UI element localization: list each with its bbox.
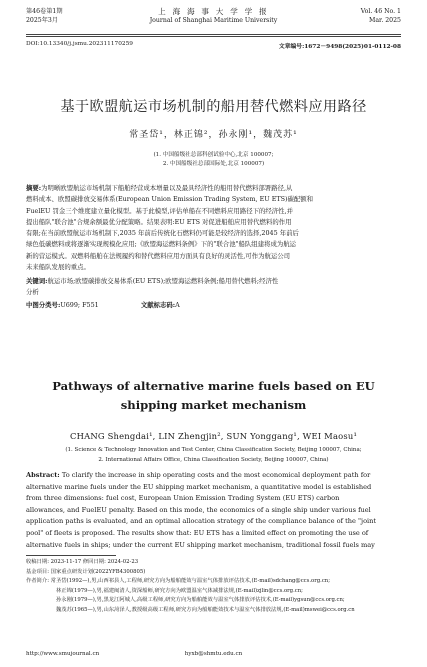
- abstract-en: [26, 470, 401, 551]
- clc-value: U699; F551: [60, 301, 99, 309]
- author-bio: 作者简介: 常圣岱(1992—),男,山西祁县人,工程师,研究方向为船舶能效与温室气体排放评估技术,(E-mail)sdchang@ccs.org.cn;: [26, 578, 330, 584]
- footnotes: [26, 558, 401, 615]
- date-cn: 2025年3月: [26, 16, 59, 24]
- date-en: Mar. 2025: [369, 16, 401, 24]
- abstract-en-line: application paths is evaluated, and an optimal allocation strategy of the compliance balance of the "joint: [26, 517, 377, 526]
- abstract-cn-line: FuelEU 罚金三个维度建立量化模型。基于此模型,评估单船在不同燃料应用路径下的经济性,并: [26, 206, 293, 215]
- keywords-cn-line: 分析: [26, 288, 39, 297]
- abstract-cn-line: 有限;在当前欧盟航运市场机制下,2035 年前后传统化石燃料仍可能是较经济的选择,2045 年前后: [26, 229, 299, 238]
- author-bio: 孙永刚(1979—),男,黑龙江阿城人,高级工程师,研究方向为船舶能效与温室气体排放评估技术,(E-mail)ygsun@ccs.org.cn;: [56, 597, 345, 603]
- abstract-cn-line: 为明晰欧盟航运市场机制下船舶经营成本增量以及最具经济性的船用替代燃料部署路径,从: [41, 184, 293, 192]
- affiliation-en-2: 2. International Affairs Office, China Classification Society, Beijing 100007, China): [98, 457, 329, 463]
- journal-name-cn: 上 海 海 事 大 学 学 报: [158, 7, 269, 16]
- doc-code-label: 文献标志码:: [140, 301, 176, 309]
- author-bio: 林正锦(1979—),男,福建闽清人,资深船师,研究方向为欧盟温室气体减排法规,(E-mail)zjlin@ccs.org.cn;: [56, 587, 303, 594]
- doi: DOI:10.13340/j.jsmu.202311170259: [26, 41, 133, 47]
- authors-cn: 常圣岱¹，林正锦²，孙永刚¹，魏茂苏¹: [129, 130, 298, 140]
- classification-row: [26, 300, 401, 311]
- header-center: [26, 8, 401, 25]
- volume-en: Vol. 46 No. 1: [360, 8, 401, 15]
- abstract-en-label: Abstract:: [26, 471, 60, 479]
- volume-cn: 第46卷第1期: [26, 8, 63, 15]
- abstract-cn: [26, 183, 401, 273]
- abstract-cn-line: 绿色低碳燃料或将逐渐实现规模化应用;《欧盟海运燃料条例》下的"联合池"船队组建将成为航运: [26, 240, 297, 249]
- doi-row: [26, 41, 401, 50]
- keywords-cn-label: 关键词:: [26, 277, 48, 285]
- keywords-cn: [26, 276, 401, 299]
- abstract-cn-line: 新的营运模式。双燃料船舶在法规履约和替代燃料应用方面具有良好的灵活性,可作为航运公司: [26, 251, 291, 260]
- header-right: [361, 8, 401, 25]
- abstract-en-line: from three dimensions: fuel cost, European Union Emission Trading System (EU ETS) carbon: [26, 494, 340, 503]
- header-rule-thin: [26, 36, 401, 37]
- journal-email[interactable]: hyxb@shmtu.edu.cn: [184, 651, 243, 657]
- doc-code-value: A: [175, 301, 180, 309]
- affiliation-en-1: (1. Science & Technology Innovation and Test Center, China Classification Society, Beijing 100007, China;: [65, 447, 362, 453]
- abstract-en-line: pool" of fleets is proposed. The results show that: EU ETS has a limited effect on promoting the use of: [26, 528, 369, 537]
- authors-en: CHANG Shengdai¹, LIN Zhengjin², SUN Yonggang¹, WEI Maosu¹: [69, 431, 358, 441]
- title-en: [0, 377, 427, 415]
- clc-label: 中图分类号:: [26, 301, 61, 309]
- title-en-line: Pathways of alternative marine fuels based on EU: [52, 379, 375, 393]
- abstract-en-line: alternative marine fuels under the EU shipping market mechanism, a quantitative model is established: [26, 482, 372, 491]
- journal-name-en: Journal of Shanghai Maritime University: [149, 16, 278, 24]
- abstract-cn-label: 摘要:: [26, 184, 42, 192]
- journal-website[interactable]: http://www.smujournal.cn: [26, 651, 100, 657]
- received-dates: 收稿日期: 2023-11-17 修回日期: 2024-02-23: [26, 559, 139, 565]
- running-header: [26, 8, 401, 32]
- abstract-cn-line: 未来船队发展的重点。: [26, 263, 90, 272]
- affiliation-cn-2: 2. 中国船级社总部国际处,北京 100007): [162, 161, 265, 167]
- header-rule: [26, 34, 401, 35]
- abstract-en-line: alternative fuels in ships; under the current EU shipping market mechanism, traditional fossil fuels may: [26, 540, 375, 549]
- affiliation-cn-1: (1. 中国船级社总部科创试验中心,北京 100007;: [153, 152, 274, 158]
- title-en-line: shipping market mechanism: [120, 398, 307, 412]
- footnote-rule: [26, 555, 116, 556]
- abstract-cn-line: 燃料成本、欧盟碳排放交易体系(European Union Emission Trading System, EU ETS)碳配额和: [26, 195, 314, 204]
- fund: 基金项目: 国家重点研发计划(2022YFB4300805): [26, 568, 146, 575]
- abstract-cn-line: 提出船队"联合池"合规余额最优分配策略。结果表明:EU ETS 对促进船舶应用替代燃料的作用: [26, 217, 292, 226]
- abstract-en-line: To clarify the increase in ship operating costs and the most economical deployment path for: [61, 471, 371, 479]
- title-cn: 基于欧盟航运市场机制的船用替代燃料应用路径: [60, 99, 367, 115]
- author-bio: 魏茂苏(1965—),男,山东菏泽人,教授级高级工程师,研究方向为船舶能效技术与温室气体排放法规,(E-mail)mswei@ccs.org.cn: [56, 606, 355, 613]
- keywords-cn-line: 航运市场;欧盟碳排放交易体系(EU ETS);欧盟海运燃料条例;船用替代燃料;经济性: [47, 277, 279, 285]
- abstract-en-line: allowances, and FuelEU penalty. Based on this mode, the economics of a single ship under various fuel: [26, 505, 371, 514]
- article-number: 文章编号:1672－9498(2025)01-0112-08: [278, 44, 401, 50]
